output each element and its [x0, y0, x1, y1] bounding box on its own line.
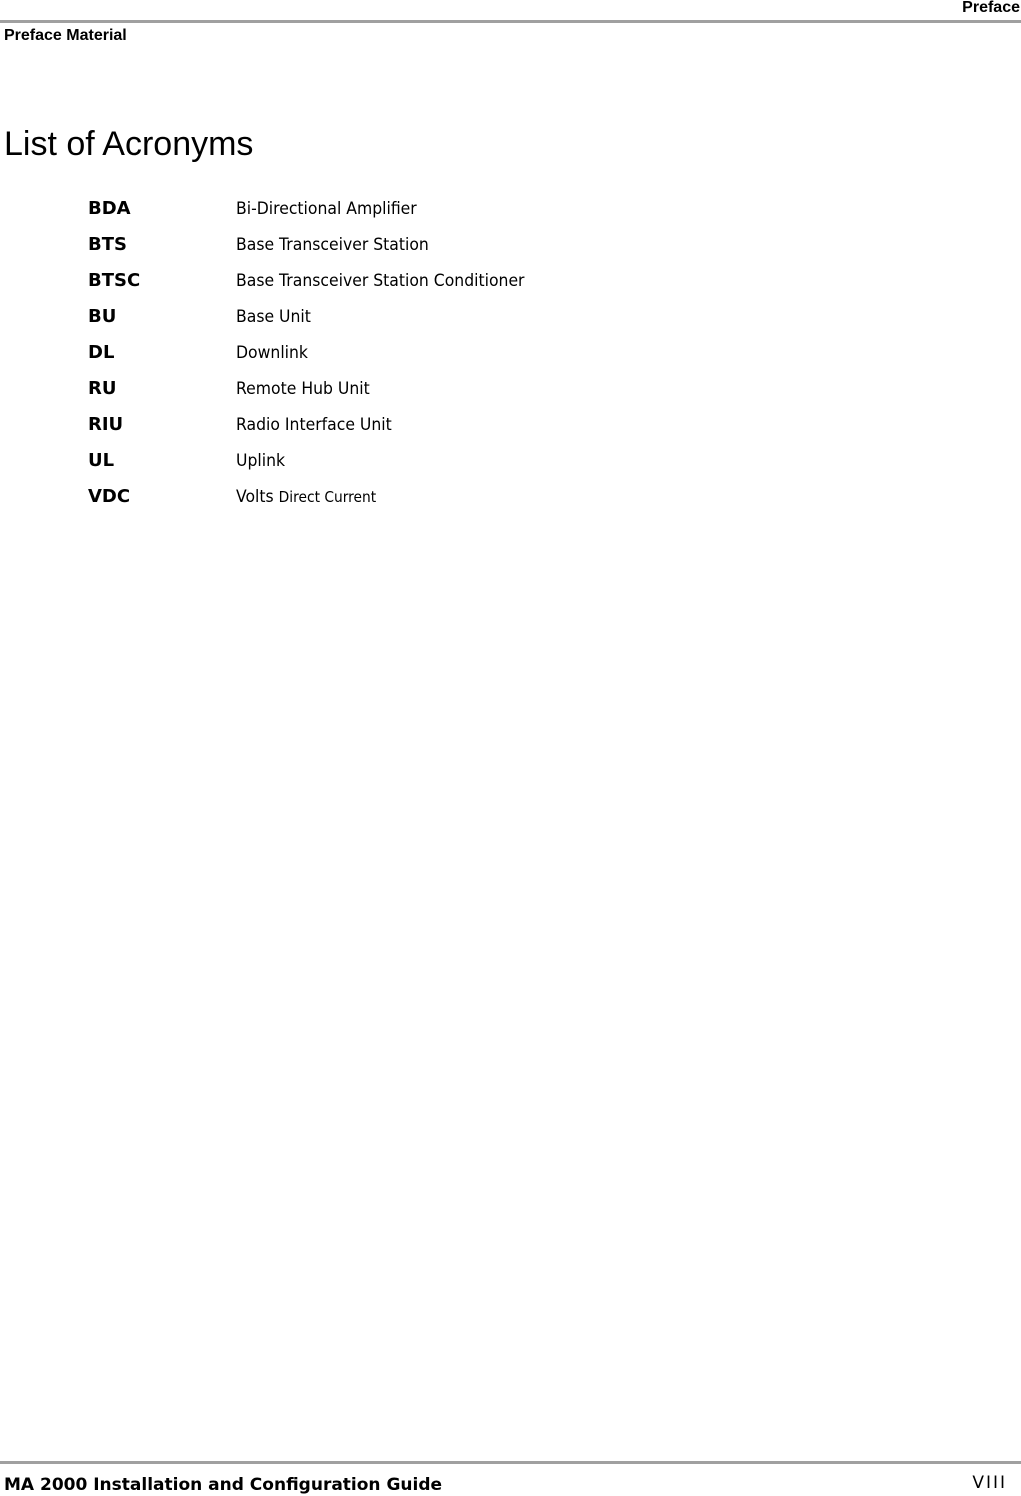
acronym-row-vdc: [88, 486, 550, 522]
acronym-definition: Remote Hub Unit: [236, 379, 370, 399]
running-header-subsection: Preface Material: [4, 27, 127, 44]
acronym-row-dl: [88, 342, 550, 378]
acronym-term: BTSC: [88, 270, 141, 291]
acronym-term: RU: [88, 378, 117, 399]
acronym-definition: Base Unit: [236, 307, 311, 327]
acronym-term: DL: [88, 342, 115, 363]
acronym-row-bts: [88, 234, 550, 270]
acronym-term: BTS: [88, 234, 127, 255]
header-divider: [0, 20, 1021, 23]
running-header-section: Preface: [962, 0, 1020, 16]
acronym-row-bda: [88, 198, 550, 234]
acronym-term: BU: [88, 306, 117, 327]
page-number: VIII: [972, 1473, 1007, 1493]
acronym-term: RIU: [88, 414, 124, 435]
acronym-term: VDC: [88, 486, 131, 507]
acronym-definition: Uplink: [236, 451, 286, 471]
acronym-definition: Radio Interface Unit: [236, 415, 392, 435]
acronym-row-btsc: [88, 270, 550, 306]
acronym-definition-main: Volts: [236, 487, 274, 507]
acronym-row-bu: [88, 306, 550, 342]
acronym-row-ul: [88, 450, 550, 486]
footer-divider: [0, 1461, 1021, 1464]
acronym-definition: Base Transceiver Station Conditioner: [236, 271, 525, 291]
acronym-row-riu: [88, 414, 550, 450]
footer-guide-title: MA 2000 Installation and Configuration Guide: [4, 1475, 443, 1495]
acronym-definition-suffix: Direct Current: [278, 488, 377, 506]
acronym-definition: Bi-Directional Amplifier: [236, 199, 417, 219]
acronym-term: UL: [88, 450, 115, 471]
acronym-definition: Downlink: [236, 343, 308, 363]
acronym-term: BDA: [88, 198, 131, 219]
acronym-definition: Base Transceiver Station: [236, 235, 429, 255]
acronym-list: [88, 198, 550, 522]
page-title: List of Acronyms: [4, 125, 254, 163]
acronym-definition: [236, 487, 376, 507]
acronym-row-ru: [88, 378, 550, 414]
